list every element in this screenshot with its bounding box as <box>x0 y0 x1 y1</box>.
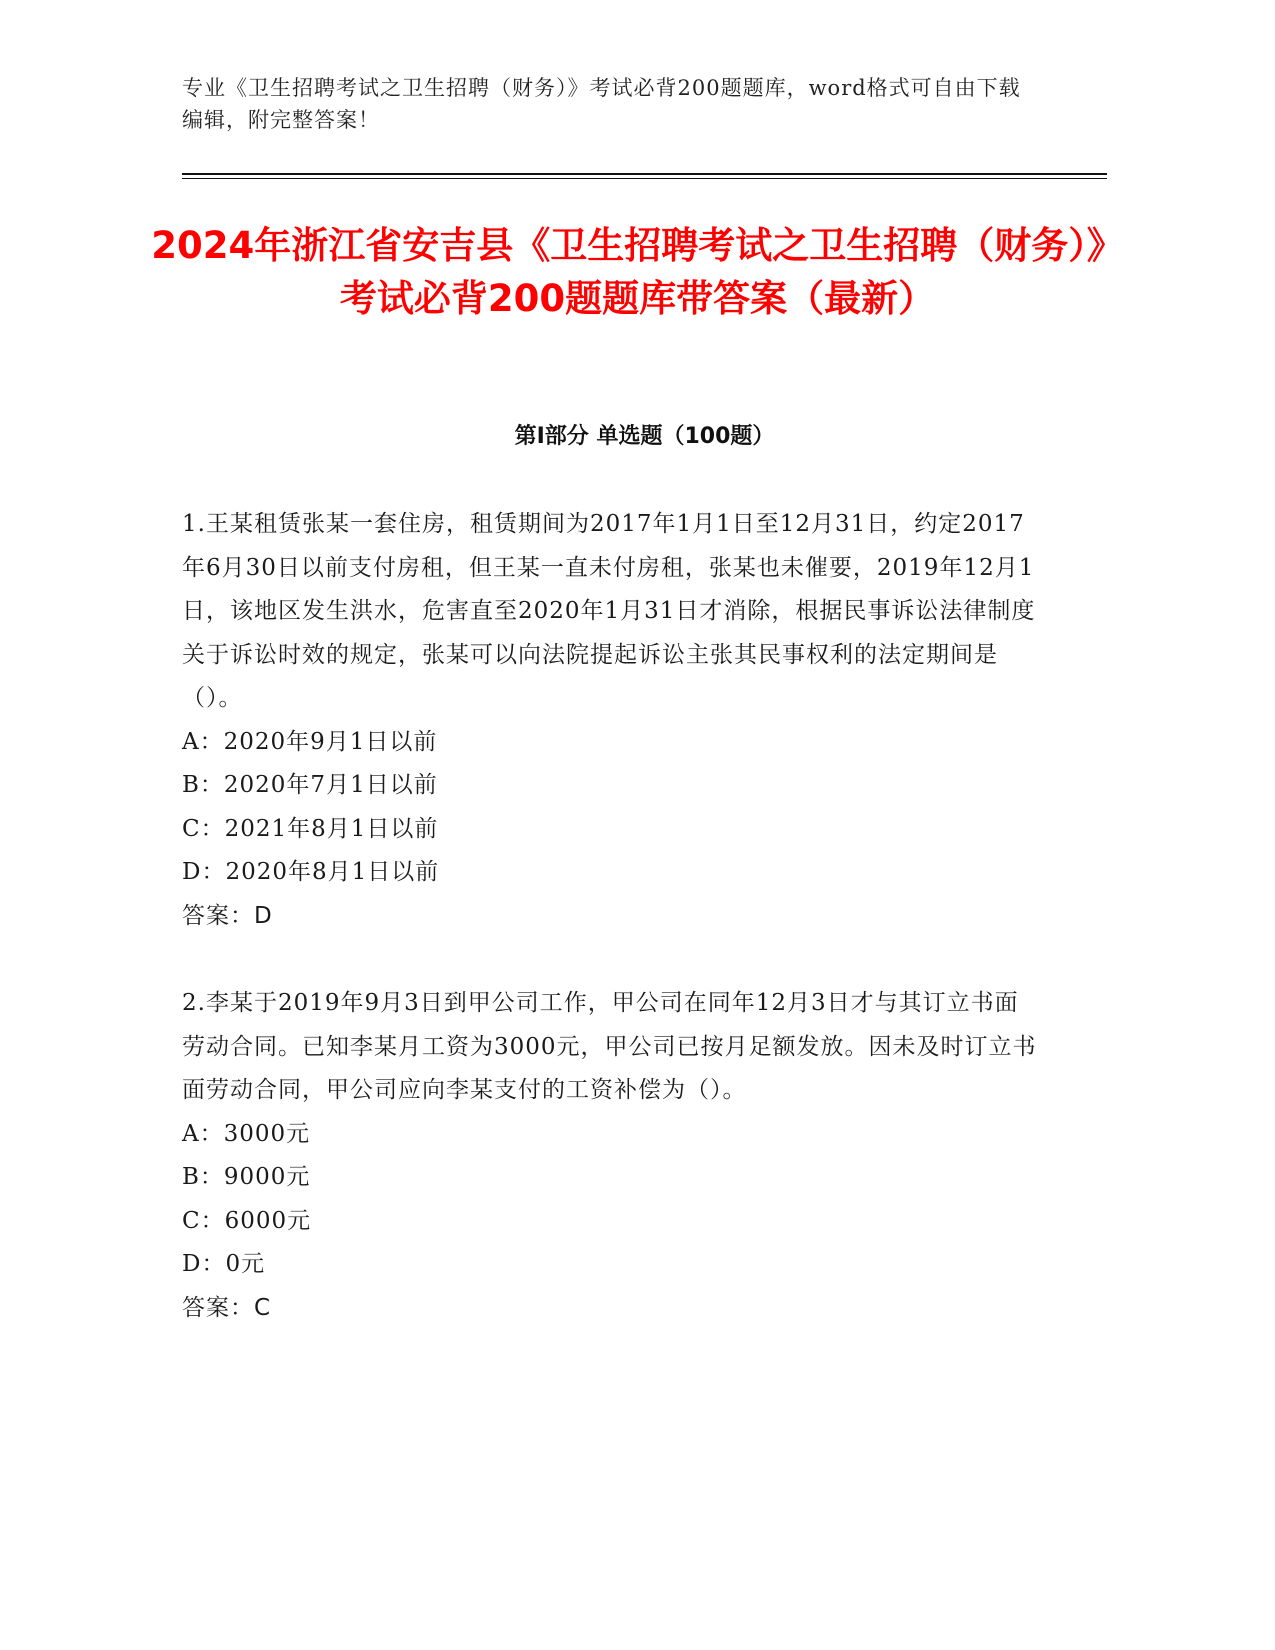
answer-line: 答案：C <box>182 1294 272 1321</box>
option-d: D：2020年8月1日以前 <box>182 859 440 885</box>
option-a: A：2020年9月1日以前 <box>182 728 438 755</box>
document-title: 2024年浙江省安吉县《卫生招聘考试之卫生招聘（财务）》考试必背200题题库带答案（最新） <box>151 224 1124 320</box>
option-b: B：9000元 <box>182 1164 311 1190</box>
header-rule-thick <box>182 173 1107 175</box>
header-rule-thin <box>182 178 1107 179</box>
question-1 <box>182 503 1042 938</box>
option-c: C：2021年8月1日以前 <box>182 815 439 842</box>
question-2 <box>182 982 1042 1330</box>
option-b: B：2020年7月1日以前 <box>182 772 438 798</box>
option-d: D：0元 <box>182 1251 266 1277</box>
header-note: 专业《卫生招聘考试之卫生招聘（财务）》考试必背200题题库，word格式可自由下载编辑，附完整答案！ <box>182 76 1021 132</box>
question-text: 2.李某于2019年9月3日到甲公司工作，甲公司在同年12月3日才与其订立书面劳动合同。已知李某月工资为3000元，甲公司已按月足额发放。因未及时订立书面劳动合同，甲公司应向李某支付的工资补偿为（）。 <box>182 990 1037 1103</box>
answer-line: 答案：D <box>182 902 273 929</box>
option-c: C：6000元 <box>182 1207 312 1234</box>
section-heading: 第I部分 单选题（100题） <box>514 424 775 449</box>
question-text: 1.王某租赁张某一套住房，租赁期间为2017年1月1日至12月31日，约定2017年6月30日以前支付房租，但王某一直未付房租，张某也未催要，2019年12月1日，该地区发生洪水，危害直至2020年1月31日才消除，根据民事诉讼法律制度关于诉讼时效的规定，张某可以向法院提起诉讼主张其民事权利的法定期间是（）。 <box>182 511 1036 711</box>
option-a: A：3000元 <box>182 1120 311 1147</box>
